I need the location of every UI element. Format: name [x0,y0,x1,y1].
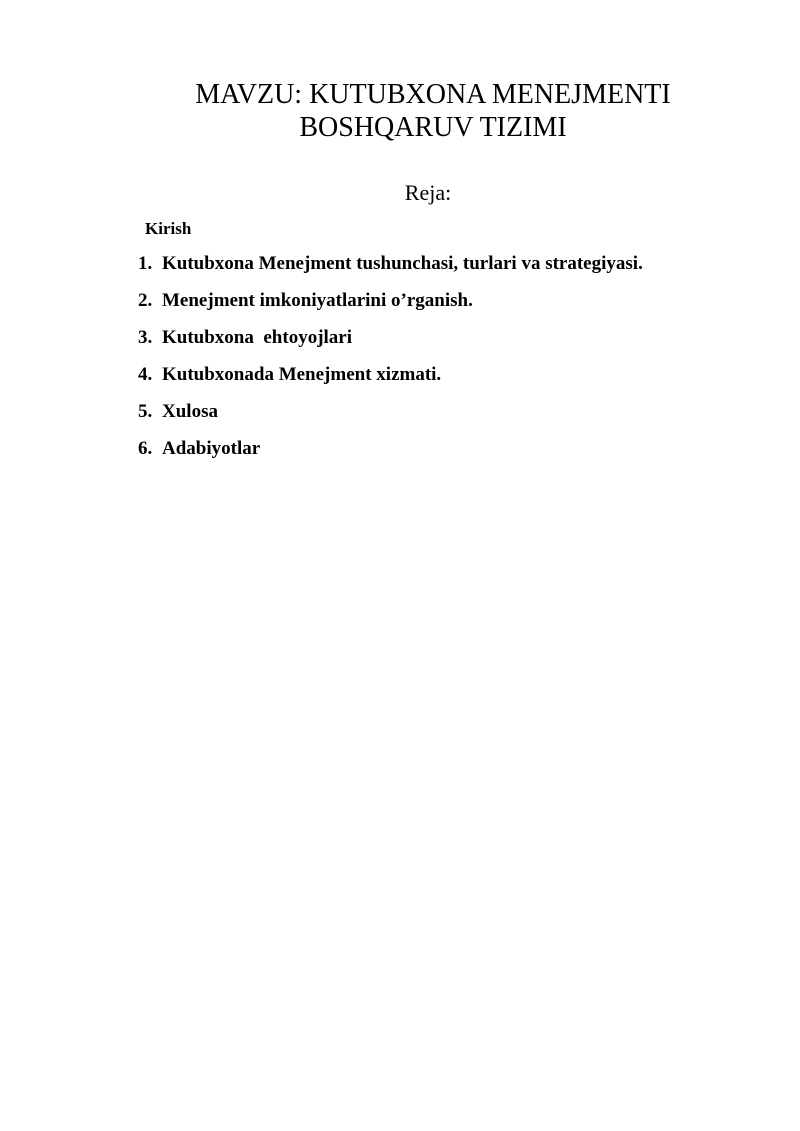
plan-item [138,438,643,475]
plan-list [138,253,643,475]
plan-item-number: 2. [138,290,153,311]
title-line-2: BOSHQARUV TIZIMI [299,112,567,143]
plan-item-text: Kutubxonada Menejment xizmati. [162,364,442,385]
title-line-1: MAVZU: KUTUBXONA MENEJMENTI [195,79,671,110]
plan-item [138,290,643,327]
plan-item [138,327,643,364]
plan-heading: Reja: [404,180,452,205]
document-title [128,78,738,144]
plan-item-text: Kutubxona ehtoyojlari [162,327,353,348]
plan-item [138,253,643,290]
plan-item [138,401,643,438]
plan-item-text: Xulosa [162,401,218,422]
plan-item-number: 5. [138,401,153,422]
plan-item-text: Menejment imkoniyatlarini o’rganish. [162,290,473,311]
plan-item-number: 1. [138,253,153,274]
plan-item-number: 6. [138,438,153,459]
plan-item-number: 3. [138,327,153,348]
plan-item [138,364,643,401]
plan-item-text: Kutubxona Menejment tushunchasi, turlari va strategiyasi. [162,253,643,274]
intro-label: Kirish [145,219,192,238]
plan-item-number: 4. [138,364,153,385]
plan-item-text: Adabiyotlar [162,438,261,459]
